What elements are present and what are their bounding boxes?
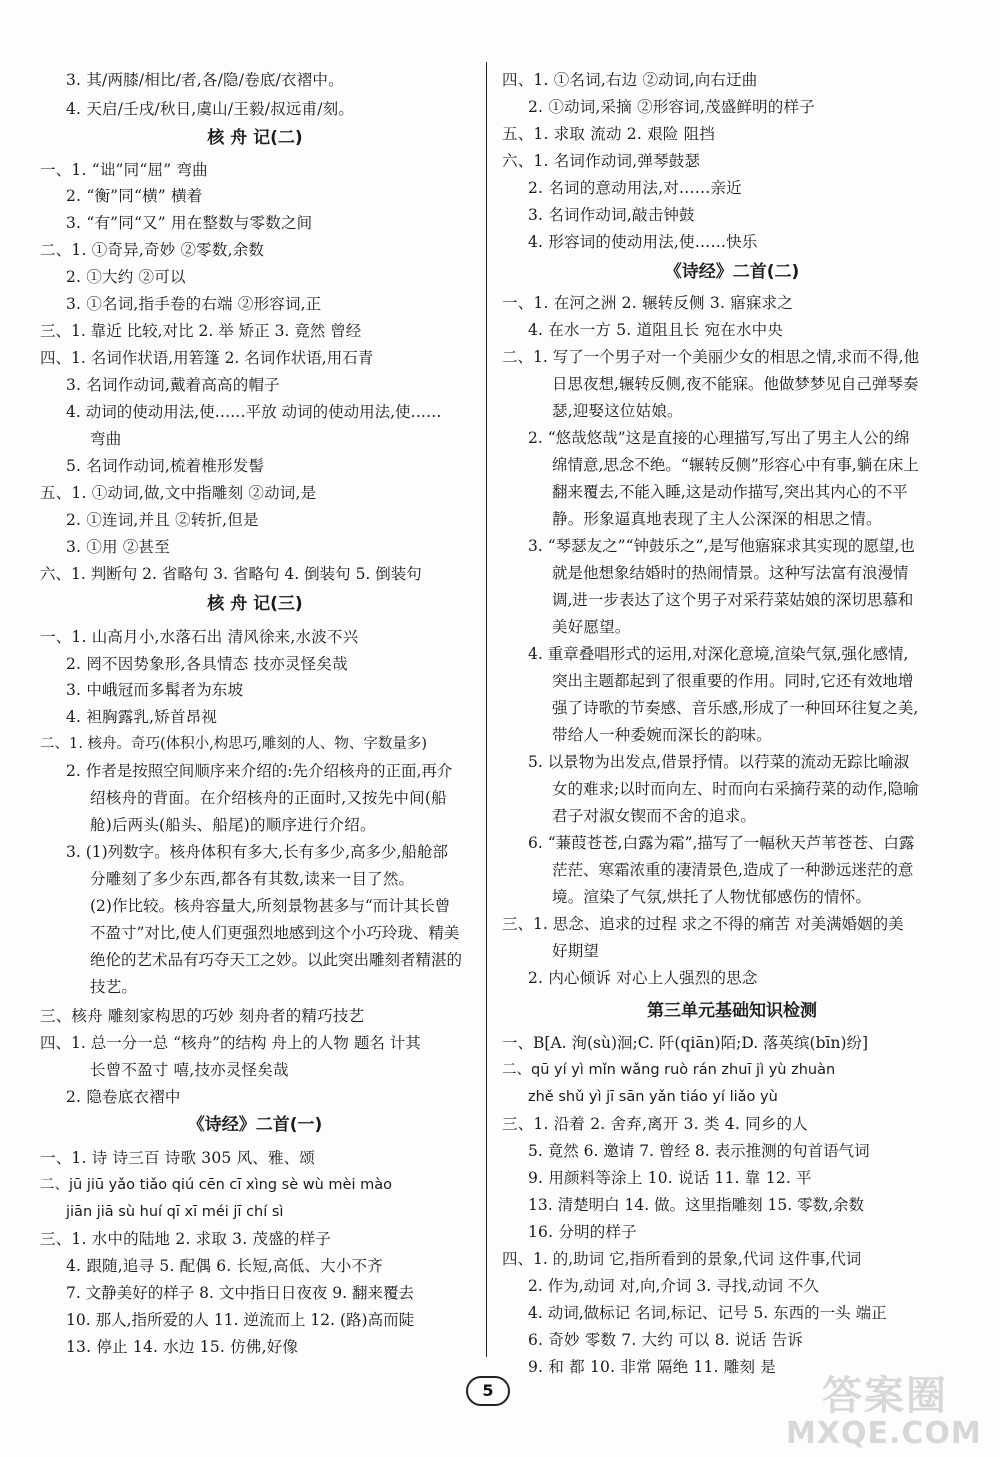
text-line: 绍核舟的背面。在介绍核舟的正面时,又按先中间(船 bbox=[90, 789, 447, 807]
text-line: 3. ①用 ②甚至 bbox=[66, 538, 170, 556]
watermark-text: 答案圈 bbox=[822, 1373, 948, 1419]
text-line: 4. 跟随,追寻 5. 配偶 6. 长短,高低、大小不齐 bbox=[66, 1257, 383, 1275]
text-line: 带给人一种委婉而深长的韵味。 bbox=[552, 726, 772, 744]
text-line: 茫茫、寒霜浓重的凄清景色,造成了一种渺远迷茫的意 bbox=[552, 861, 914, 879]
text-line: 4. 形容词的使动用法,使……快乐 bbox=[528, 233, 758, 251]
text-line: 7. 文静美好的样子 8. 文中指日日夜夜 9. 翻来覆去 bbox=[66, 1284, 415, 1302]
text-line: 四、1. ①名词,右边 ②动词,向右迂曲 bbox=[502, 71, 758, 89]
section-heading: 《诗经》二首(一) bbox=[187, 1115, 323, 1135]
text-line: 二、1. 写了一个男子对一个美丽少女的相思之情,求而不得,他 bbox=[502, 348, 920, 366]
text-line: 二、1. ①奇异,奇妙 ②零数,余数 bbox=[40, 241, 265, 259]
text-line: 绵情意,思念不绝。“辗转反侧”形容心中有事,躺在床上 bbox=[552, 456, 919, 474]
text-line: 2. 作者是按照空间顺序来介绍的:先介绍核舟的正面,再介 bbox=[66, 762, 453, 780]
text-line: 不盈寸”对比,使人们更强烈地感到这个小巧玲珑、精美 bbox=[90, 924, 460, 942]
page-number: 5 bbox=[466, 1376, 510, 1406]
column-divider bbox=[486, 62, 487, 1357]
text-line: (2)作比较。核舟容量大,所刻景物甚多与“而计其长曾 bbox=[90, 897, 451, 915]
text-line: 2. “衡”同“横” 横着 bbox=[66, 187, 203, 205]
text-line: 君子对淑女锲而不舍的追求。 bbox=[552, 807, 757, 825]
text-line: 一、1. “诎”同“屈” 弯曲 bbox=[40, 161, 208, 179]
text-line: 一、1. 山高月小,水落石出 清风徐来,水波不兴 bbox=[40, 628, 359, 646]
text-line: 四、1. 的,助词 它,指所看到的景象,代词 这件事,代词 bbox=[502, 1250, 862, 1268]
text-line: 三、核舟 雕刻家构思的巧妙 刻舟者的精巧技艺 bbox=[40, 1007, 365, 1025]
watermark-logo bbox=[782, 1362, 994, 1452]
text-line: 3. “有”同“又” 用在整数与零数之间 bbox=[66, 214, 313, 232]
text-line: 四、1. 名词作状语,用箬篷 2. 名词作状语,用石青 bbox=[40, 349, 374, 367]
text-line: 四、1. 总一分一总 “核舟”的结构 舟上的人物 题名 计其 bbox=[40, 1034, 421, 1052]
section-heading: 核 舟 记(二) bbox=[207, 128, 303, 148]
text-line: 3. (1)列数字。核舟体积有多大,长有多少,高多少,船舱部 bbox=[66, 843, 448, 861]
text-line: 瑟,迎娶这位姑娘。 bbox=[552, 402, 683, 420]
text-line: 三、1. 水中的陆地 2. 求取 3. 茂盛的样子 bbox=[40, 1230, 332, 1248]
text-line: 美好愿望。 bbox=[552, 618, 631, 636]
text-line: 3. 其/两膝/相比/者,各/隐/卷底/衣褶中。 bbox=[66, 71, 344, 89]
text-line: 弯曲 bbox=[90, 430, 122, 448]
text-line: 三、1. 靠近 比较,对比 2. 举 矫正 3. 竟然 曾经 bbox=[40, 322, 362, 340]
text-line: 三、1. 思念、追求的过程 求之不得的痛苦 对美满婚姻的美 bbox=[502, 915, 904, 933]
text-line: 2. 作为,动词 对,向,介词 3. 寻找,动词 不久 bbox=[528, 1277, 819, 1295]
pinyin-line: 二、qū yí yì mǐn wǎng ruò rán zhuī jì yù zhuàn bbox=[502, 1062, 836, 1078]
text-line: 2. “悠哉悠哉”这是直接的心理描写,写出了男主人公的绵 bbox=[528, 429, 910, 447]
text-line: 分雕刻了多少东西,都各有其数,读来一目了然。 bbox=[90, 870, 415, 888]
text-line: 4. 天启/壬戌/秋日,虞山/王毅/叔远甫/刻。 bbox=[66, 100, 355, 118]
text-line: 技艺。 bbox=[90, 978, 138, 996]
text-line: 4. 袒胸露乳,矫首昂视 bbox=[66, 708, 218, 726]
text-line: 2. ①动词,采摘 ②形容词,茂盛鲜明的样子 bbox=[528, 98, 815, 116]
text-line: 调,进一步表达了这个男子对采荇菜姑娘的深切思慕和 bbox=[552, 591, 914, 609]
text-line: 绝伦的艺术品有巧夺天工之妙。以此突出雕刻者精湛的 bbox=[90, 951, 463, 969]
text-line: 9. 和 都 10. 非常 隔绝 11. 雕刻 是 bbox=[528, 1358, 777, 1376]
section-heading: 《诗经》二首(二) bbox=[664, 262, 800, 282]
text-line: 女的难求;以时而向左、时而向右采摘荇菜的动作,隐喻 bbox=[552, 780, 919, 798]
text-line: 3. 名词作动词,敲击钟鼓 bbox=[528, 206, 695, 224]
text-line: 静。形象逼真地表现了主人公深深的相思之情。 bbox=[552, 510, 882, 528]
text-line: 强了诗歌的节奏感、音乐感,形成了一种回环往复之美, bbox=[552, 699, 919, 717]
text-line: 长曾不盈寸 嘻,技亦灵怪矣哉 bbox=[90, 1061, 289, 1079]
pinyin-line: zhě shǔ yì jī sān yǎn tiáo yí liǎo yù bbox=[528, 1089, 778, 1105]
text-line: 一、1. 诗 诗三百 诗歌 305 风、雅、颂 bbox=[40, 1149, 316, 1167]
text-line: 翻来覆去,不能入睡,这是动作描写,突出其内心的不平 bbox=[552, 483, 908, 501]
text-line: 4. 重章叠唱形式的运用,对深化意境,渲染气氛,强化感情, bbox=[528, 645, 909, 663]
text-line: 舱)后两头(船头、船尾)的顺序进行介绍。 bbox=[90, 816, 376, 834]
text-line: 2. ①大约 ②可以 bbox=[66, 268, 186, 286]
text-line: 5. 竟然 6. 邀请 7. 曾经 8. 表示推测的句首语气词 bbox=[528, 1142, 870, 1160]
text-line: 6. “蒹葭苍苍,白露为霜”,描写了一幅秋天芦苇苍苍、白露 bbox=[528, 834, 915, 852]
text-line: 六、1. 判断句 2. 省略句 3. 省略句 4. 倒装句 5. 倒装句 bbox=[40, 565, 422, 583]
text-line: 5. 以景物为出发点,借景抒情。以荇菜的流动无踪比喻淑 bbox=[528, 753, 910, 771]
text-line: 日思夜想,辗转反侧,夜不能寐。他做梦梦见自己弹琴奏 bbox=[552, 375, 919, 393]
text-line: 4. 动词的使动用法,使……平放 动词的使动用法,使…… bbox=[66, 403, 442, 421]
text-line: 2. 名词的意动用法,对……亲近 bbox=[528, 179, 742, 197]
section-heading: 第三单元基础知识检测 bbox=[647, 1001, 817, 1021]
text-line: 3. ①名词,指手卷的右端 ②形容词,正 bbox=[66, 295, 322, 313]
text-line: 13. 清楚明白 14. 做。这里指雕刻 15. 零数,余数 bbox=[528, 1196, 865, 1214]
text-line: 五、1. 求取 流动 2. 艰险 阻挡 bbox=[502, 125, 716, 143]
text-line: 一、1. 在河之洲 2. 辗转反侧 3. 寤寐求之 bbox=[502, 294, 794, 312]
text-line: 六、1. 名词作动词,弹琴鼓瑟 bbox=[502, 152, 701, 170]
text-line: 10. 那人,指所爱的人 11. 逆流而上 12. (路)高而陡 bbox=[66, 1311, 415, 1329]
text-line: 9. 用颜料等涂上 10. 说话 11. 靠 12. 平 bbox=[528, 1169, 812, 1187]
section-heading: 核 舟 记(三) bbox=[207, 594, 303, 614]
text-line: 3. “琴瑟友之”“钟鼓乐之”,是写他寤寐求其实现的愿望,也 bbox=[528, 537, 915, 555]
watermark-url: MXQE.COM bbox=[786, 1416, 982, 1451]
text-line: 就是他想象结婚时的热闹情景。这种写法富有浪漫情 bbox=[552, 564, 909, 582]
pinyin-line: jiān jiā sù huí qī xī méi jī chí sì bbox=[66, 1204, 284, 1220]
text-line: 二、1. 核舟。奇巧(体积小,构思巧,雕刻的人、物、字数量多) bbox=[40, 736, 427, 752]
text-line: 2. 罔不因势象形,各具情态 技亦灵怪矣哉 bbox=[66, 655, 348, 673]
text-line: 突出主题都起到了很重要的作用。同时,它还有效地增 bbox=[552, 672, 914, 690]
text-line: 3. 中峨冠而多髯者为东坡 bbox=[66, 681, 244, 699]
text-line: 5. 名词作动词,梳着椎形发髻 bbox=[66, 457, 265, 475]
text-line: 一、B[A. 洵(sù)洄;C. 阡(qiān)陌;D. 落英缤(bīn)纷] bbox=[502, 1034, 869, 1052]
text-line: 6. 奇妙 零数 7. 大约 可以 8. 说话 告诉 bbox=[528, 1331, 803, 1349]
text-line: 境。渲染了气氛,烘托了人物忧郁感伤的情怀。 bbox=[552, 888, 872, 906]
text-line: 3. 名词作动词,戴着高高的帽子 bbox=[66, 376, 280, 394]
text-line: 16. 分明的样子 bbox=[528, 1223, 637, 1241]
pinyin-line: 二、jū jiū yǎo tiǎo qiú cēn cī xìng sè wù mèi mào bbox=[40, 1177, 392, 1193]
text-line: 2. ①连词,并且 ②转折,但是 bbox=[66, 511, 259, 529]
text-line: 好期望 bbox=[552, 942, 600, 960]
text-line: 三、1. 沿着 2. 舍弃,离开 3. 类 4. 同乡的人 bbox=[502, 1115, 808, 1133]
text-line: 2. 内心倾诉 对心上人强烈的思念 bbox=[528, 969, 758, 987]
text-line: 4. 在水一方 5. 道阻且长 宛在水中央 bbox=[528, 321, 783, 339]
text-line: 13. 停止 14. 水边 15. 仿佛,好像 bbox=[66, 1338, 299, 1356]
text-line: 4. 动词,做标记 名词,标记、记号 5. 东西的一头 端正 bbox=[528, 1304, 887, 1322]
text-line: 五、1. ①动词,做,文中指雕刻 ②动词,是 bbox=[40, 484, 317, 502]
text-line: 2. 隐卷底衣褶中 bbox=[66, 1088, 181, 1106]
